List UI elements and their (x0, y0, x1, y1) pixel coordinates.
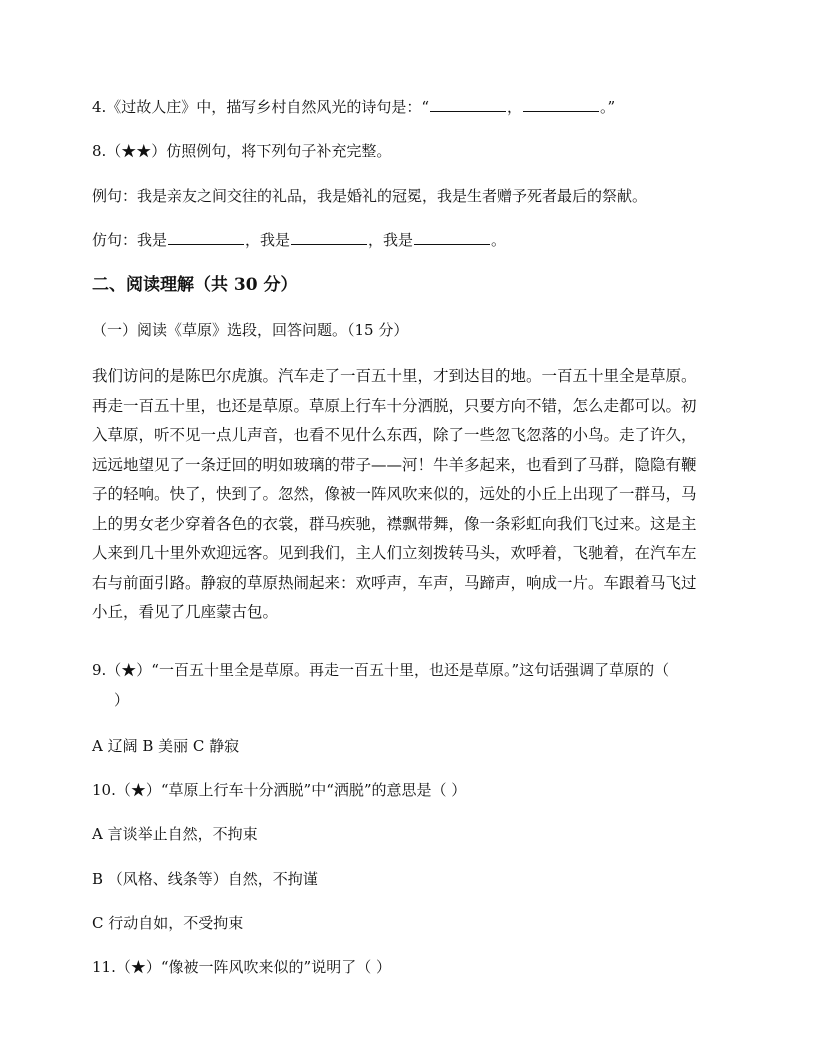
question-9-text: 9.（★）“一百五十里全是草原。再走一百五十里，也还是草原。”这句话强调了草原的（ (92, 661, 670, 679)
question-8-title: 8.（★★）仿照例句，将下列句子补充完整。 (92, 142, 392, 160)
question-4-separator: ， (506, 98, 522, 116)
imitate-end: 。 (491, 231, 507, 249)
question-10-option-b: B （风格、线条等）自然，不拘谨 (92, 870, 318, 888)
answer-paren[interactable]: ） (114, 691, 130, 709)
passage-line: 上的男女老少穿着各色的衣裳，群马疾驰，襟飘带舞，像一条彩虹向我们飞过来。这是主 (92, 514, 697, 533)
imitate-prefix: 仿句：我是 (92, 231, 168, 249)
question-9-options: A 辽阔 B 美丽 C 静寂 (92, 737, 240, 755)
section-heading: 二、阅读理解（共 30 分） (92, 275, 298, 295)
passage-line: 人来到几十里外欢迎远客。见到我们，主人们立刻拨转马头，欢呼着，飞驰着，在汽车左 (92, 544, 697, 562)
imitate-mid-2: ，我是 (368, 231, 414, 249)
passage-line: 子的轻响。快了，快到了。忽然，像被一阵风吹来似的，远处的小丘上出现了一群马，马 (92, 485, 697, 503)
reading-passage (92, 362, 722, 628)
passage-line: 再走一百五十里，也还是草原。草原上行车十分洒脱，只要方向不错，怎么走都可以。初 (92, 396, 697, 415)
answer-blank[interactable] (291, 229, 367, 245)
passage-line: 右与前面引路。静寂的草原热闹起来：欢呼声，车声，马蹄声，响成一片。车跟着马飞过 (92, 573, 697, 592)
question-8-example: 例句：我是亲友之间交往的礼品，我是婚礼的冠冕，我是生者赠予死者最后的祭献。 (92, 187, 648, 205)
passage-line: 小丘，看见了几座蒙古包。 (92, 603, 279, 621)
question-10-text: 10.（★）“草原上行车十分洒脱”中“洒脱”的意思是（ ） (92, 781, 467, 799)
question-4-end: 。” (600, 98, 616, 116)
question-4-text: 4.《过故人庄》中，描写乡村自然风光的诗句是：“ (92, 98, 429, 116)
question-11-text: 11.（★）“像被一阵风吹来似的”说明了（ ） (92, 958, 391, 976)
passage-line: 我们访问的是陈巴尔虎旗。汽车走了一百五十里，才到达目的地。一百五十里全是草原。 (92, 367, 697, 385)
question-8-imitate (92, 229, 506, 250)
question-10-option-a: A 言谈举止自然，不拘束 (92, 825, 258, 843)
question-4 (92, 96, 615, 117)
question-10-option-c: C 行动自如，不受拘束 (92, 914, 244, 932)
passage-line: 入草原，听不见一点儿声音，也看不见什么东西，除了一些忽飞忽落的小鸟。走了许久， (92, 426, 697, 444)
question-9-text-cont (92, 690, 129, 710)
passage-line: 远远地望见了一条迂回的明如玻璃的带子——河！牛羊多起来，也看到了马群，隐隐有鞭 (92, 455, 697, 474)
answer-blank[interactable] (523, 96, 599, 112)
answer-blank[interactable] (414, 229, 490, 245)
answer-blank[interactable] (168, 229, 244, 245)
section-subheading: （一）阅读《草原》选段，回答问题。（15 分） (92, 321, 409, 339)
imitate-mid-1: ，我是 (245, 231, 291, 249)
answer-blank[interactable] (430, 96, 506, 112)
